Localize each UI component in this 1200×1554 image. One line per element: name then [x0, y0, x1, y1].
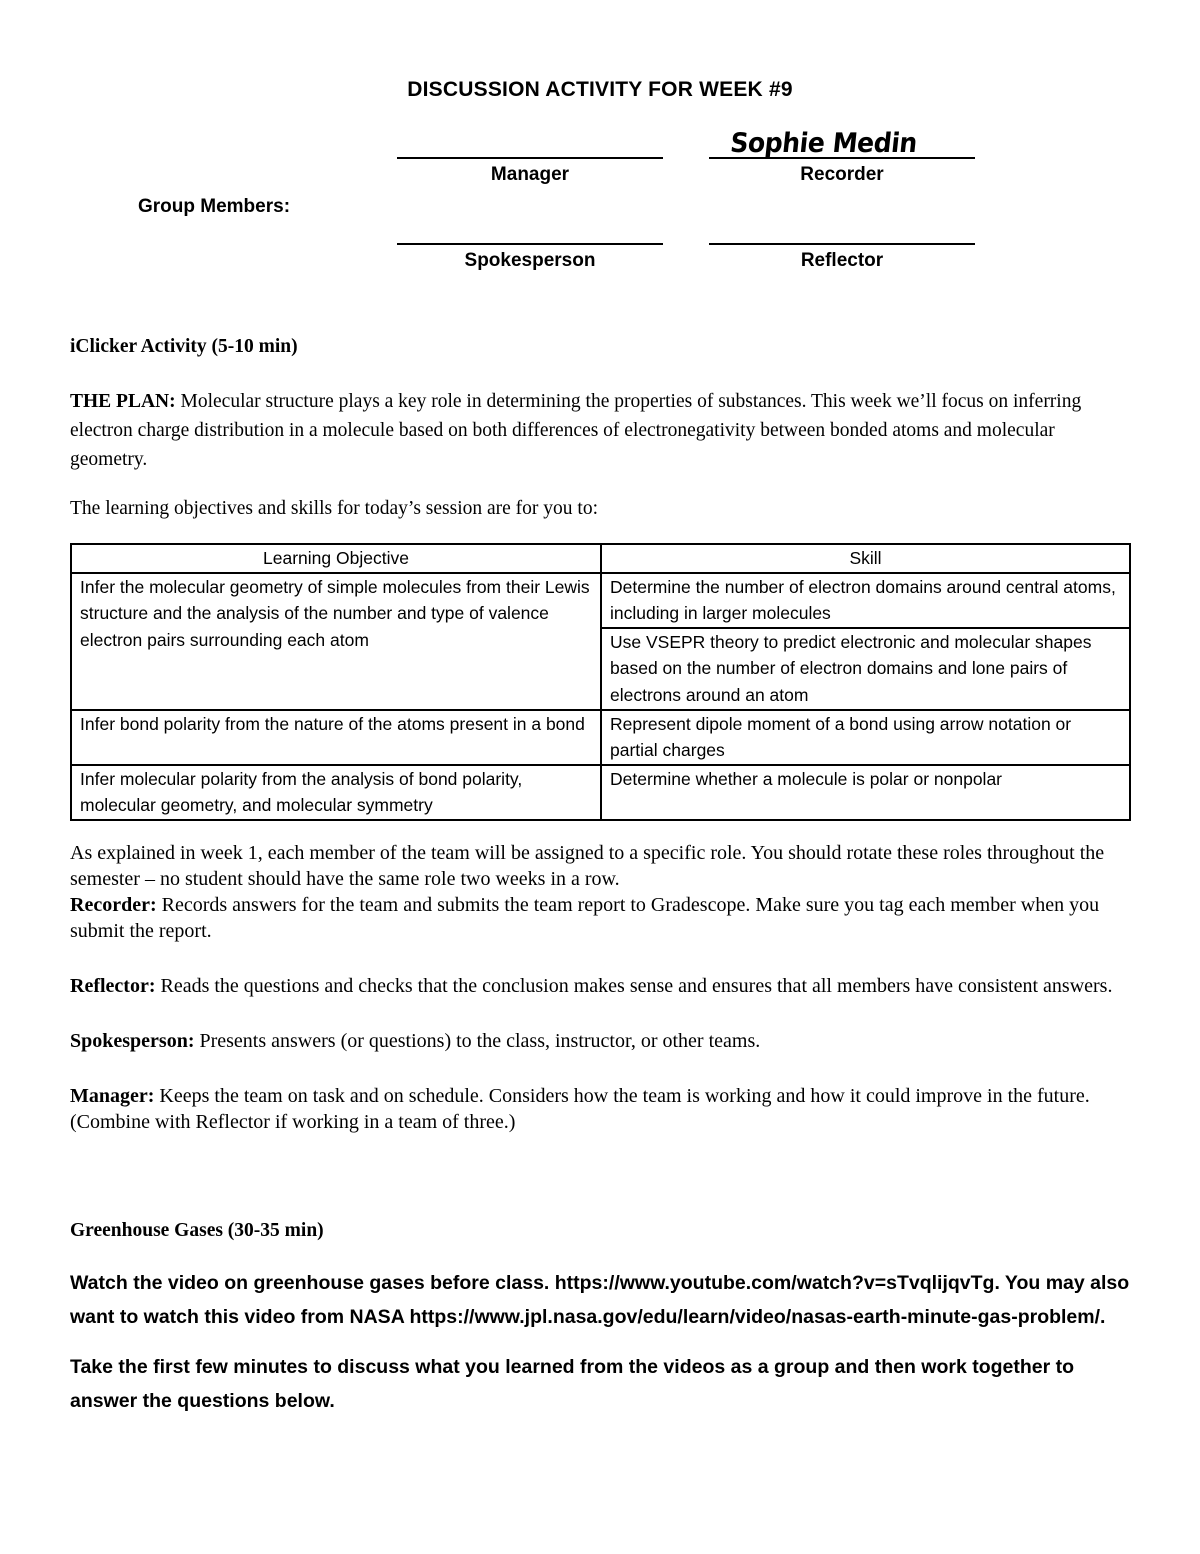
skill-cell: Determine whether a molecule is polar or nonpolar: [601, 765, 1130, 820]
objectives-table: [70, 543, 1131, 821]
manager-label: Manager: [490, 164, 570, 185]
recorder-role: [70, 892, 1130, 944]
recorder-role-label: Recorder:: [70, 894, 157, 916]
video-instructions: Watch the video on greenhouse gases before class. https://www.youtube.com/watch?v=sTvqlijqvTg. You may also want to watch this video from NASA https://www.jpl.nasa.gov/edu/learn/video/nasas-earth-minute-gas-problem/.: [70, 1272, 1130, 1328]
skill-column-header: Skill: [601, 544, 1130, 573]
table-row: [71, 765, 1130, 820]
spokesperson-role: [70, 1028, 1130, 1054]
plan-text: Molecular structure plays a key role in determining the properties of substances. This week we’ll focus on inferring electron charge distribution in a molecule based on both differences of electronegativity between bonded atoms and molecular geometry.: [70, 391, 1082, 470]
recorder-signature: Sophie Medin: [728, 128, 919, 159]
reflector-label: Reflector: [800, 250, 884, 271]
objective-column-header: Learning Objective: [71, 544, 601, 573]
objective-cell: Infer the molecular geometry of simple molecules from their Lewis structure and the analysis of the number and type of valence electron pairs surrounding each atom: [71, 573, 601, 710]
skill-cell: Represent dipole moment of a bond using arrow notation or partial charges: [601, 710, 1130, 765]
manager-role-label: Manager:: [70, 1085, 155, 1107]
reflector-line: [709, 243, 975, 245]
plan-label: THE PLAN:: [70, 391, 176, 412]
skill-cell: Use VSEPR theory to predict electronic and molecular shapes based on the number of electron domains and lone pairs of electrons around an atom: [601, 628, 1130, 710]
skill-cell: Determine the number of electron domains around central atoms, including in larger molecules: [601, 573, 1130, 628]
roles-section: [70, 840, 1130, 1135]
objective-cell: Infer molecular polarity from the analysis of bond polarity, molecular geometry, and molecular symmetry: [71, 765, 601, 820]
manager-role-text: Keeps the team on task and on schedule. Considers how the team is working and how it could improve in the future. (Combine with Reflector if working in a team of three.): [70, 1085, 1090, 1133]
group-members-label: Group Members:: [138, 196, 291, 217]
spokesperson-line: [397, 243, 663, 245]
plan-paragraph: [70, 387, 1130, 474]
spokesperson-role-label: Spokesperson:: [70, 1030, 195, 1052]
roles-intro: As explained in week 1, each member of the team will be assigned to a specific role. You should rotate these roles throughout the semester – no student should have the same role two weeks in a row.: [70, 842, 1105, 890]
table-row: [71, 573, 1130, 628]
reflector-role-text: Reads the questions and checks that the conclusion makes sense and ensures that all members have consistent answers.: [160, 975, 1113, 997]
objectives-intro: The learning objectives and skills for today’s session are for you to:: [70, 498, 599, 519]
reflector-role-label: Reflector:: [70, 975, 156, 997]
greenhouse-instructions: [70, 1266, 1140, 1418]
reflector-role: [70, 973, 1130, 999]
table-header-row: [71, 544, 1130, 573]
iclicker-heading: iClicker Activity (5-10 min): [70, 336, 298, 357]
table-row: [71, 710, 1130, 765]
discussion-instructions: Take the first few minutes to discuss what you learned from the videos as a group and then work together to answer the questions below.: [70, 1356, 1075, 1412]
manager-line: [397, 157, 663, 159]
spokesperson-role-text: Presents answers (or questions) to the class, instructor, or other teams.: [199, 1030, 761, 1052]
recorder-label: Recorder: [800, 164, 884, 185]
greenhouse-heading: Greenhouse Gases (30-35 min): [70, 1220, 324, 1241]
recorder-role-text: Records answers for the team and submits the team report to Gradescope. Make sure you tag each member when you submit the report.: [70, 894, 1100, 942]
spokesperson-label: Spokesperson: [464, 250, 596, 271]
document-title: DISCUSSION ACTIVITY FOR WEEK #9: [407, 78, 793, 101]
manager-role: [70, 1083, 1130, 1135]
objective-cell: Infer bond polarity from the nature of the atoms present in a bond: [71, 710, 601, 765]
